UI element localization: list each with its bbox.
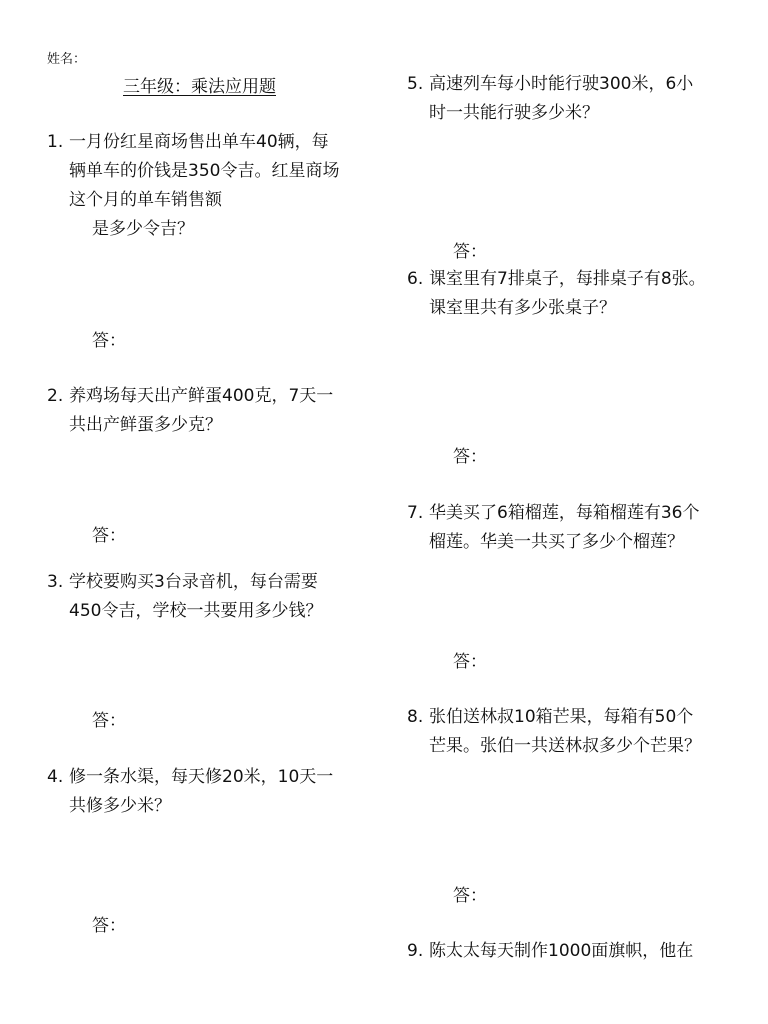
question-text-line: 辆单车的价钱是350令吉。红星商场	[69, 161, 340, 181]
question-text-line: 陈太太每天制作1000面旗帜，他在	[429, 941, 694, 961]
question-text-line: 课室里共有多少张桌子？	[429, 298, 616, 318]
question-number: 3.	[47, 572, 64, 592]
question-number: 9.	[407, 941, 424, 961]
question-number: 7.	[407, 503, 424, 523]
question-text-line: 高速列车每小时能行驶300米，6小	[429, 74, 694, 94]
question-text-line: 华美买了6箱榴莲，每箱榴莲有36个	[429, 503, 700, 523]
question-text-line: 这个月的单车销售额	[69, 190, 222, 210]
question-text-line: 共修多少米？	[69, 796, 171, 816]
answer-label: 答：	[453, 447, 487, 467]
question-number: 6.	[407, 269, 424, 289]
question-text-line: 是多少令吉？	[92, 219, 194, 239]
question-text-line: 共出产鲜蛋多少克？	[69, 415, 222, 435]
question-text-line: 修一条水渠，每天修20米，10天一	[69, 767, 334, 787]
question-number: 4.	[47, 767, 64, 787]
answer-label: 答：	[92, 331, 126, 351]
question-text-line: 课室里有7排桌子，每排桌子有8张。	[429, 269, 706, 289]
answer-label: 答：	[453, 242, 487, 262]
question-text-line: 张伯送林叔10箱芒果，每箱有50个	[429, 707, 694, 727]
answer-label: 答：	[453, 886, 487, 906]
question-text-line: 榴莲。华美一共买了多少个榴莲？	[429, 532, 684, 552]
question-text-line: 450令吉，学校一共要用多少钱？	[69, 601, 323, 621]
student-name-label: 姓名：	[47, 52, 87, 67]
answer-label: 答：	[92, 526, 126, 546]
question-number: 1.	[47, 132, 64, 152]
question-text-line: 芒果。张伯一共送林叔多少个芒果？	[429, 736, 701, 756]
question-text-line: 养鸡场每天出产鲜蛋400克，7天一	[69, 386, 334, 406]
answer-label: 答：	[92, 916, 126, 936]
question-text-line: 一月份红星商场售出单车40辆，每	[69, 132, 329, 152]
question-number: 5.	[407, 74, 424, 94]
question-text-line: 学校要购买3台录音机，每台需要	[69, 572, 318, 592]
answer-label: 答：	[92, 711, 126, 731]
question-number: 2.	[47, 386, 64, 406]
question-text-line: 时一共能行驶多少米？	[429, 103, 599, 123]
worksheet-title: 三年级：乘法应用题	[123, 77, 276, 97]
question-number: 8.	[407, 707, 424, 727]
answer-label: 答：	[453, 652, 487, 672]
